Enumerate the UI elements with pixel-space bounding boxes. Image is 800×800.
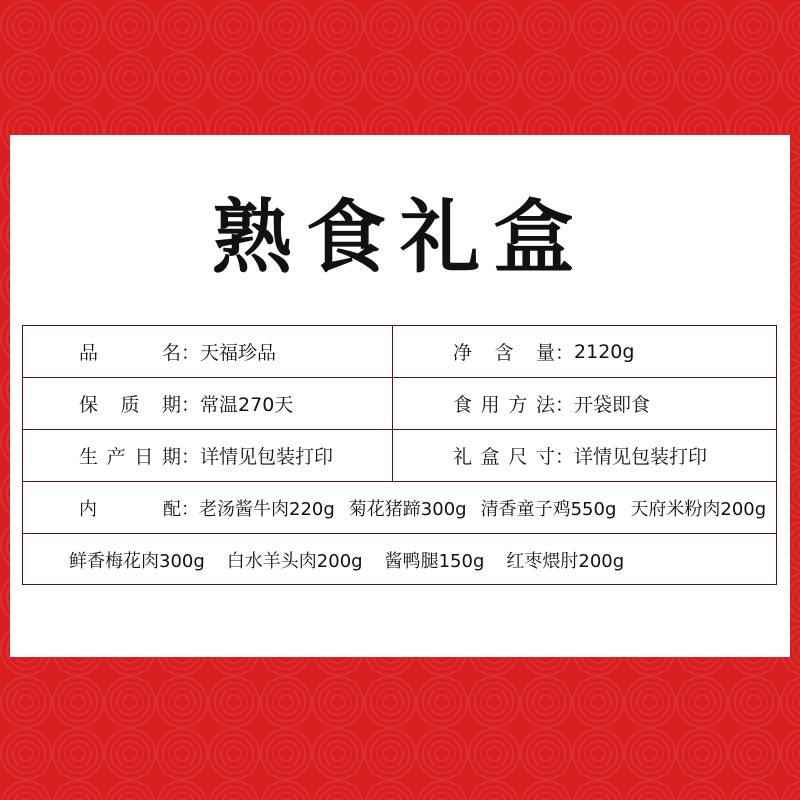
content-item: 鲜香梅花肉300g — [69, 551, 205, 572]
shelf-life-label: 保 质 期 — [79, 394, 181, 416]
table-cell — [393, 378, 776, 429]
production-date-value: 详情见包装打印 — [200, 446, 334, 468]
content-item: 天府米粉肉200g — [630, 498, 767, 520]
colon: ： — [181, 394, 201, 416]
table-cell — [23, 378, 393, 429]
table-row — [23, 482, 776, 534]
page-title: 熟食礼盒 — [212, 190, 588, 284]
name-value: 天福珍品 — [200, 342, 277, 364]
table-cell — [393, 326, 776, 377]
colon: ： — [181, 446, 201, 468]
weight-label: 净 含 量 — [453, 342, 555, 364]
production-date-label: 生产日期 — [79, 446, 181, 468]
info-card — [10, 135, 790, 657]
colon: ： — [555, 446, 575, 468]
colon: ： — [555, 342, 575, 364]
weight-value: 2120g — [574, 340, 635, 363]
colon: ： — [555, 394, 575, 416]
usage-value: 开袋即食 — [574, 394, 651, 416]
table-row — [23, 534, 776, 586]
colon: ： — [181, 342, 201, 364]
contents-label: 内 配 — [79, 498, 181, 520]
table-cell — [23, 534, 776, 586]
name-label: 品 名 — [79, 342, 181, 364]
content-item: 清香童子鸡550g — [480, 498, 617, 520]
content-item: 老汤酱牛肉220g — [199, 498, 335, 520]
table-cell — [23, 430, 393, 481]
table-row — [23, 430, 776, 482]
content-item: 酱鸭腿150g — [384, 551, 485, 572]
spec-table — [22, 325, 777, 585]
shelf-life-value: 常温270天 — [200, 394, 294, 416]
table-cell — [23, 482, 776, 533]
colon: ： — [181, 498, 199, 520]
table-row — [23, 378, 776, 430]
box-size-value: 详情见包装打印 — [574, 446, 708, 468]
table-cell — [393, 430, 776, 481]
usage-label: 食用方法 — [453, 394, 555, 416]
table-cell — [23, 326, 393, 377]
box-size-label: 礼盒尺寸 — [453, 446, 555, 468]
content-item: 红枣煨肘200g — [506, 551, 625, 572]
content-item: 白水羊头肉200g — [226, 551, 363, 572]
table-row — [23, 326, 776, 378]
content-item: 菊花猪蹄300g — [348, 498, 467, 520]
